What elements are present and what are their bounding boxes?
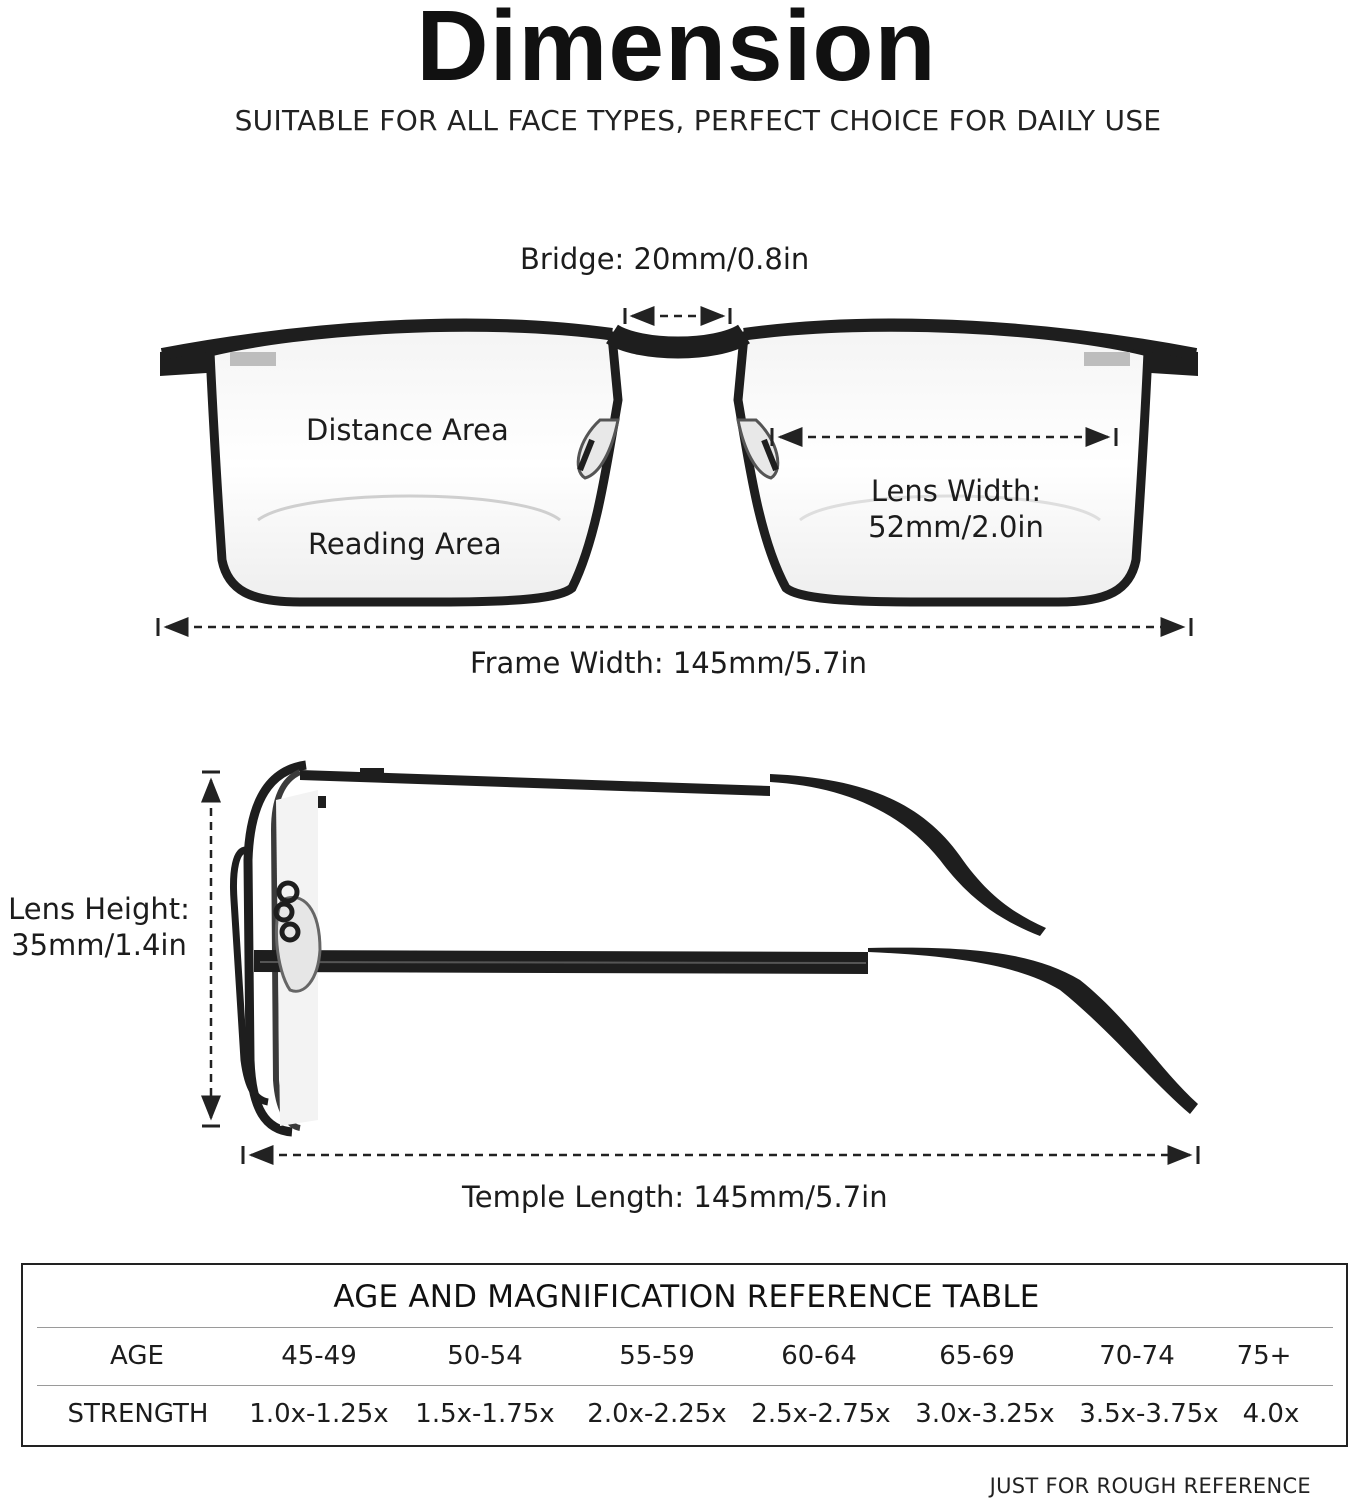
table-title: AGE AND MAGNIFICATION REFERENCE TABLE: [333, 1279, 1040, 1315]
lens-height-dimension-line: [202, 772, 220, 1126]
frame-width-label: Frame Width: 145mm/5.7in: [470, 646, 867, 680]
age-header: AGE: [110, 1341, 164, 1371]
age-cell: 75+: [1236, 1341, 1292, 1371]
frame-width-dimension-line: [158, 618, 1191, 636]
reading-area-label: Reading Area: [308, 527, 502, 561]
side-nose-pad: [276, 897, 320, 991]
strength-cell: 2.0x-2.25x: [587, 1399, 727, 1429]
age-cell: 65-69: [939, 1341, 1015, 1371]
lower-temple-tip: [868, 948, 1198, 1114]
strength-cell: 1.0x-1.25x: [249, 1399, 389, 1429]
strength-cell: 3.5x-3.75x: [1079, 1399, 1219, 1429]
strength-cell: 3.0x-3.25x: [915, 1399, 1055, 1429]
right-hinge: [1084, 352, 1130, 366]
age-cell: 60-64: [781, 1341, 857, 1371]
upper-temple-tip: [770, 774, 1046, 936]
page-title: Dimension: [416, 0, 937, 102]
reference-table: [21, 1263, 1348, 1447]
page-subtitle: SUITABLE FOR ALL FACE TYPES, PERFECT CHOICE FOR DAILY USE: [234, 104, 1162, 137]
bridge: [612, 334, 744, 348]
lens-height-label-line1: Lens Height:: [8, 892, 190, 926]
age-cell: 50-54: [447, 1341, 523, 1371]
age-cell: 70-74: [1099, 1341, 1175, 1371]
table-divider-middle: [37, 1385, 1333, 1386]
table-divider-top: [37, 1327, 1333, 1328]
bridge-dimension-line: [625, 308, 730, 324]
strength-header: STRENGTH: [67, 1399, 209, 1429]
left-hinge: [230, 352, 276, 366]
temple-length-label: Temple Length: 145mm/5.7in: [462, 1180, 888, 1214]
age-cell: 55-59: [619, 1341, 695, 1371]
lens-height-label-line2: 35mm/1.4in: [11, 928, 187, 962]
lens-width-label-line2: 52mm/2.0in: [868, 510, 1044, 544]
right-lens-rim: [738, 327, 1148, 602]
strength-cell: 2.5x-2.75x: [751, 1399, 891, 1429]
side-view-glasses: [234, 765, 1199, 1132]
footnote: JUST FOR ROUGH REFERENCE: [989, 1474, 1311, 1498]
age-cell: 45-49: [281, 1341, 357, 1371]
temple-length-dimension-line: [243, 1146, 1198, 1164]
distance-area-label: Distance Area: [306, 413, 509, 447]
bridge-label: Bridge: 20mm/0.8in: [520, 242, 810, 276]
strength-cell: 1.5x-1.75x: [415, 1399, 555, 1429]
strength-cell: 4.0x: [1242, 1399, 1300, 1429]
lens-width-label-line1: Lens Width:: [870, 474, 1042, 508]
